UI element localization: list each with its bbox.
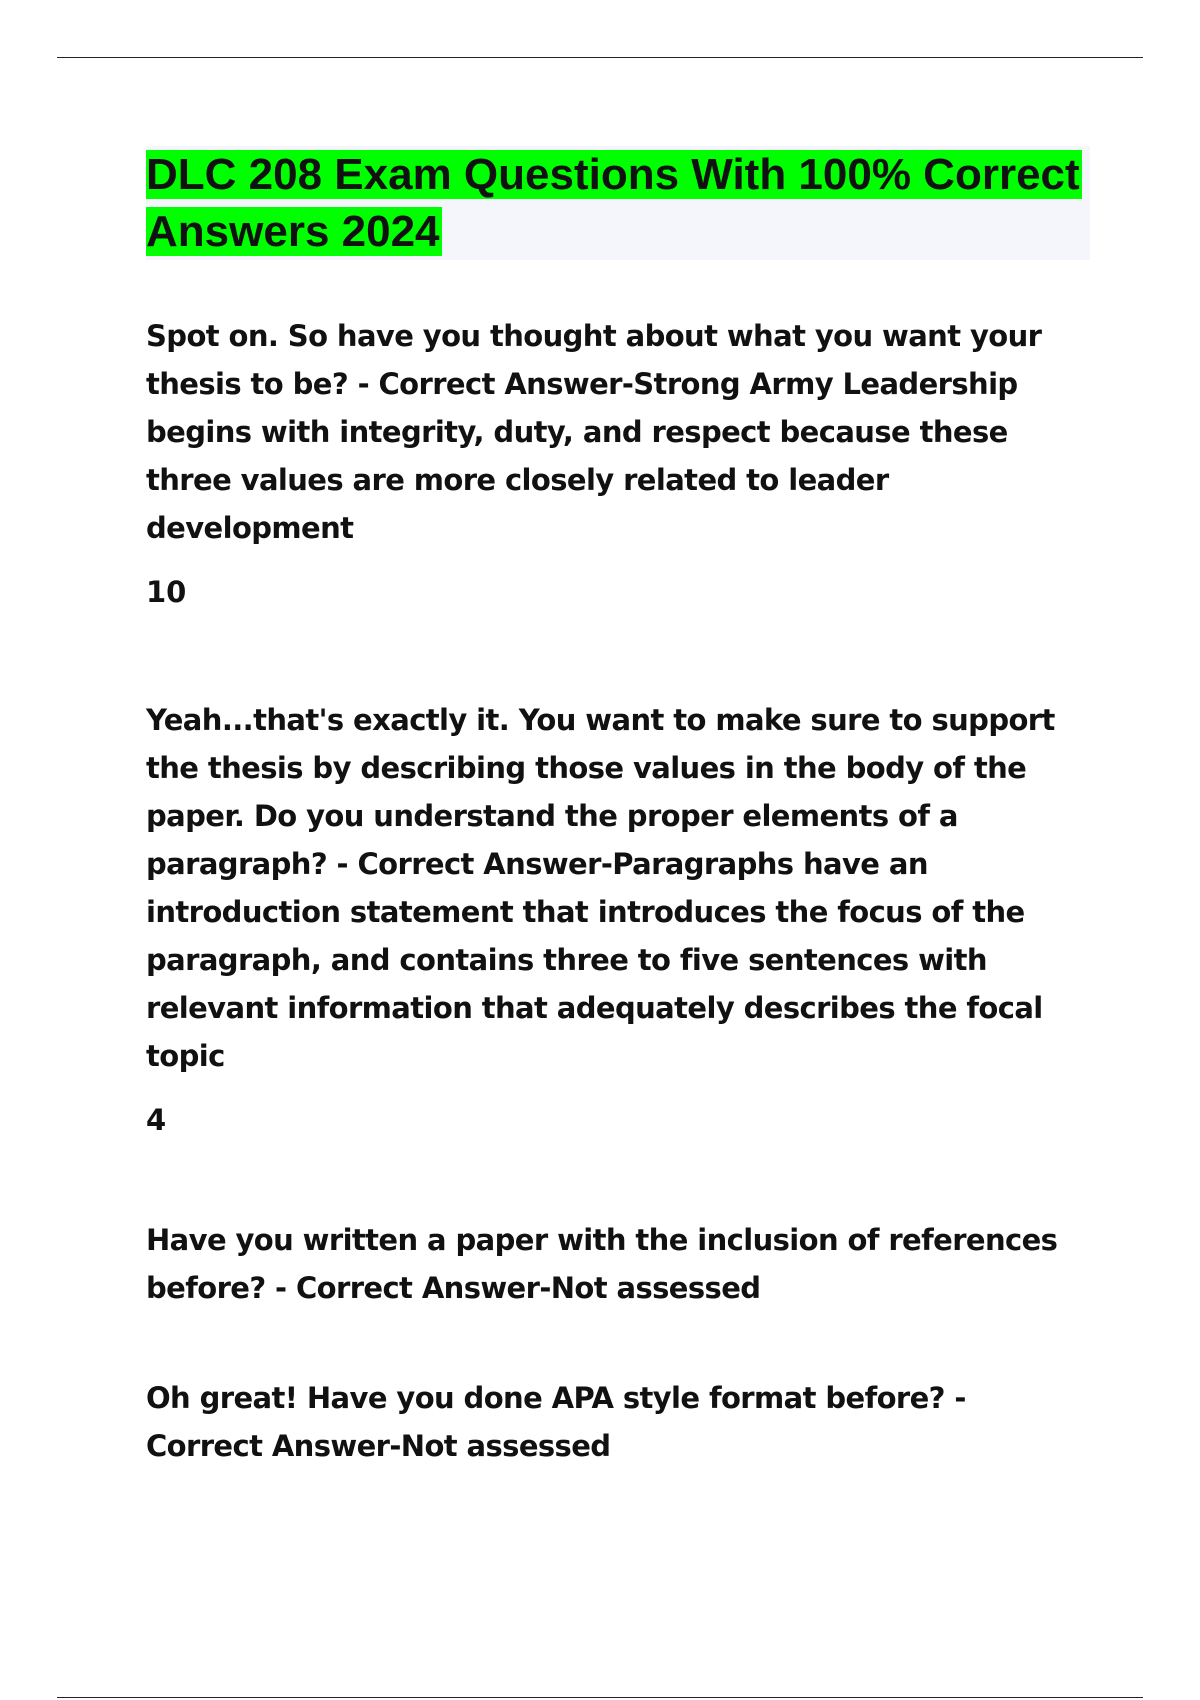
- qa-text: Have you written a paper with the inclusion of references before? - Correct Answer-Not assessed: [146, 1223, 1058, 1305]
- qa-item-2: [146, 696, 1090, 1144]
- title-block: [146, 146, 1090, 260]
- footer-rule: [57, 1697, 1143, 1698]
- title-highlight: DLC 208 Exam Questions With 100% Correct Answers 2024: [146, 150, 1080, 256]
- qa-number: 10: [146, 575, 187, 609]
- qa-item-4: [146, 1374, 1090, 1470]
- qa-number: 4: [146, 1103, 167, 1137]
- qa-text: Spot on. So have you thought about what you want your thesis to be? - Correct Answer-Strong Army Leadership begins with integrity, duty, and respect because these three values are more closely related to leader development: [146, 319, 1042, 545]
- qa-text: Oh great! Have you done APA style format before? - Correct Answer-Not assessed: [146, 1381, 966, 1463]
- qa-item-1: [146, 312, 1090, 616]
- qa-item-3: [146, 1216, 1090, 1312]
- document-body: [146, 146, 1090, 1470]
- header-rule: [57, 57, 1143, 58]
- qa-text: Yeah...that's exactly it. You want to make sure to support the thesis by describing those values in the body of the paper. Do you understand the proper elements of a paragraph? - Correct Answer-Paragraphs have an introduction statement that introduces the focus of the paragraph, and contains three to five sentences with relevant information that adequately describes the focal topic: [146, 703, 1055, 1073]
- page-title: [146, 146, 1090, 260]
